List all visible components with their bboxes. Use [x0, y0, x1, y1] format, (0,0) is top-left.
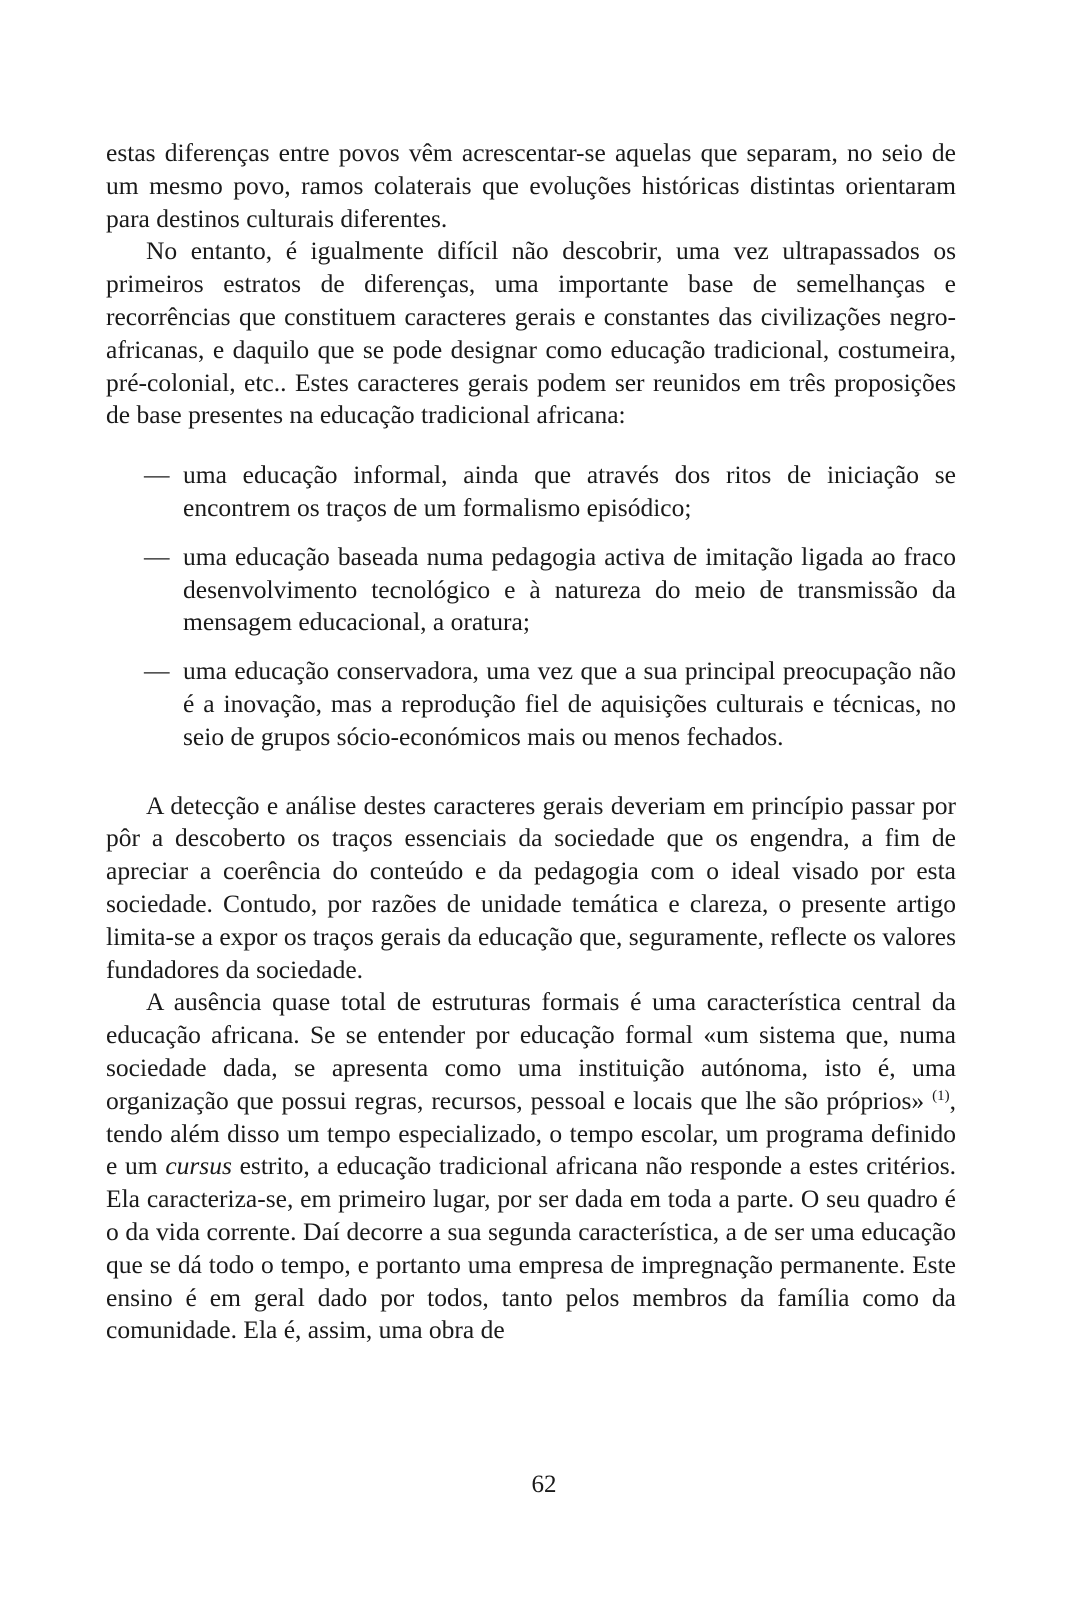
list-item-text: uma educação baseada numa pedagogia activa de imitação ligada ao fraco desenvolvimento tecnológico e à natureza do meio de transmissão da mensagem educacional, a oratura; — [183, 541, 956, 637]
paragraph-continuation: estas diferenças entre povos vêm acrescentar-se aquelas que separam, no seio de um mesmo povo, ramos colaterais que evoluções históricas distintas orientaram para destinos culturais diferentes. — [106, 138, 956, 233]
propositions-list — [106, 459, 956, 753]
dash-bullet: — — [144, 656, 170, 686]
page-body — [106, 137, 956, 1347]
list-item-text: uma educação informal, ainda que através dos ritos de iniciação se encontrem os traços de um formalismo episódico; — [183, 460, 956, 522]
list-item — [106, 459, 956, 525]
dash-bullet: — — [144, 541, 170, 571]
paragraph-ausencia — [106, 986, 956, 1347]
page-number: 62 — [531, 1471, 557, 1498]
paragraph-text: estrito, a educação tradicional africana não responde a estes critérios. Ela caracteriza-se, em primeiro lugar, por ser dada em toda a parte. O seu quadro é o da vida corrente. Daí decorre a sua segunda característica, a de ser uma educação que se dá todo o tempo, e portanto uma empresa de impregnação permanente. Este ensino é em geral dado por todos, tanto pelos membros da família como da comunidade. Ela é, assim, uma obra de — [106, 1151, 956, 1345]
footnote-reference[interactable]: (1) — [932, 1087, 950, 1104]
paragraph-text: , tendo além disso um tempo especializado, o tempo escolar, um programa definido e um — [106, 1085, 957, 1181]
paragraph-semelhancas: No entanto, é igualmente difícil não descobrir, uma vez ultrapassados os primeiros estratos de diferenças, uma importante base de semelhanças e recorrências que constituem caracteres gerais e constantes das civilizações negro-africanas, e daquilo que se pode designar como educação tradicional, costumeira, pré-colonial, etc.. Estes caracteres gerais podem ser reunidos em três proposições de base presentes na educação tradicional africana: — [106, 236, 956, 430]
list-item-text: uma educação conservadora, uma vez que a sua principal preocupação não é a inovação, mas a reprodução fiel de aquisições culturais e técnicas, no seio de grupos sócio-económicos mais ou menos fechados. — [183, 656, 956, 751]
italic-term: cursus — [165, 1151, 232, 1181]
list-item — [106, 541, 956, 639]
dash-bullet: — — [144, 460, 170, 490]
list-item — [106, 655, 956, 753]
paragraph-text: A ausência quase total de estruturas formais é uma característica central da educação africana. Se se entender por educação formal «um sistema que, numa sociedade dada, se apresenta como uma instituição autónoma, isto é, uma organização que possui regras, recursos, pessoal e locais que lhe são próprios» — [106, 987, 956, 1115]
paragraph-deteccao: A detecção e análise destes caracteres gerais deveriam em princípio passar por pôr a descoberto os traços essenciais da sociedade que os engendra, a fim de apreciar a coerência do conteúdo e da pedagogia com o ideal visado por esta sociedade. Contudo, por razões de unidade temática e clareza, o presente artigo limita-se a expor os traços gerais da educação que, seguramente, reflecte os valores fundadores da sociedade. — [106, 790, 956, 984]
